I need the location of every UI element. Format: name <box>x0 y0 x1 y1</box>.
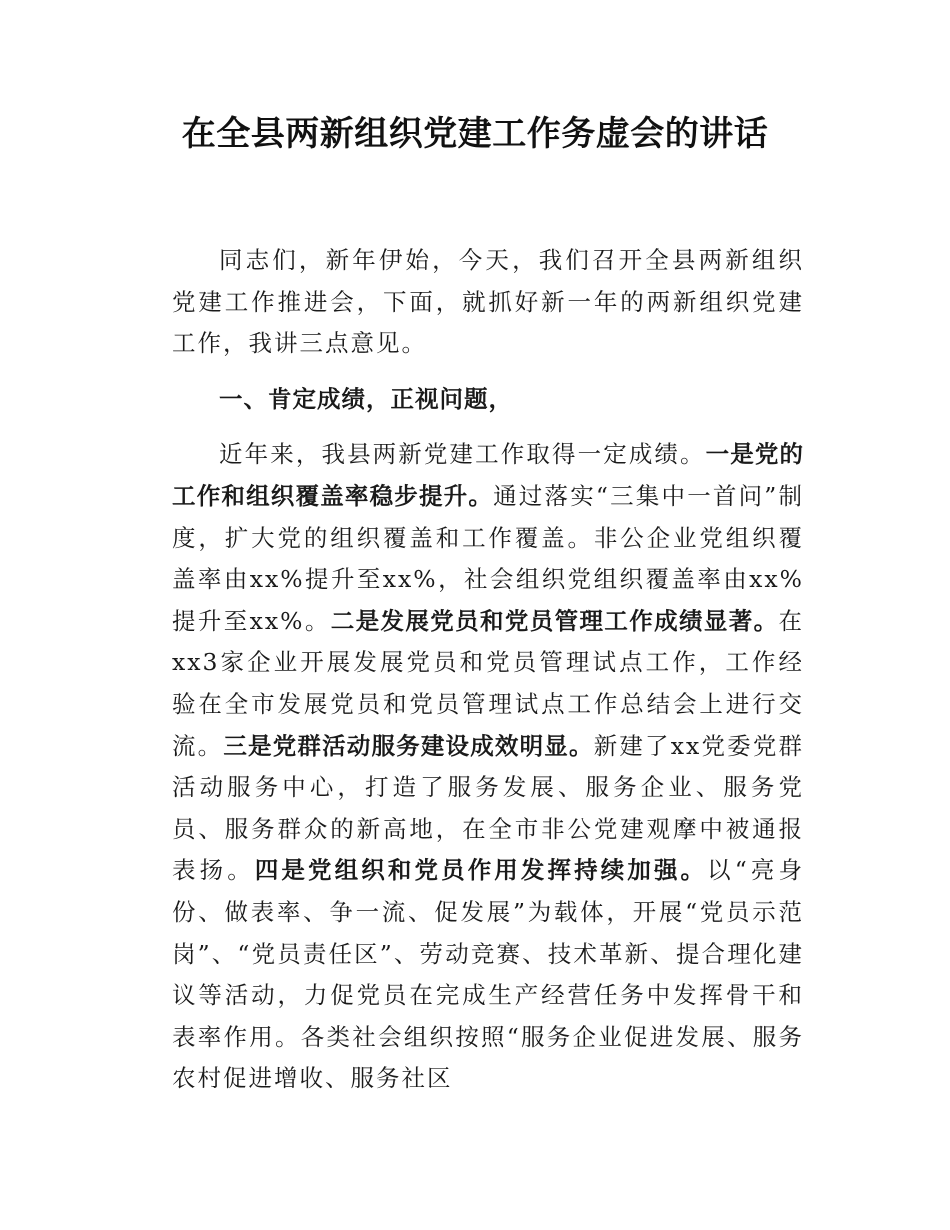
paragraph-lead: 近年来，我县两新党建工作取得一定成绩。 <box>219 440 706 469</box>
section-heading: 一、肯定成绩，正视问题， <box>219 384 513 413</box>
point-1-text: 通过落实“三集中一首问”制度，扩大党的组织覆盖和工作覆盖。非公企业党组织覆盖率由xx%提升至xx%，社会组织党组织覆盖率由xx%提升至xx%。 <box>172 481 805 635</box>
intro-paragraph: 同志们，新年伊始，今天，我们召开全县两新组织党建工作推进会，下面，就抓好新一年的两新组织党建工作，我讲三点意见。 <box>172 246 804 358</box>
point-1-heading: 一是党的工作和组织覆盖率稳步提升。 <box>172 440 805 510</box>
point-3-heading: 三是党群活动服务建设成效明显。 <box>223 731 594 760</box>
document-body <box>172 240 804 1114</box>
achievements-paragraph <box>172 434 804 1100</box>
document-title: 在全县两新组织党建工作务虚会的讲话 <box>181 114 769 154</box>
point-4-heading: 四是党组织和党员作用发挥持续加强。 <box>254 856 708 885</box>
point-3-text: 新建了xx党委党群活动服务中心，打造了服务发展、服务企业、服务党员、服务群众的新高地，在全市非公党建观摩中被通报表扬。 <box>172 731 805 885</box>
point-4-text: 以“亮身份、做表率、争一流、促发展”为载体，开展“党员示范岗”、“党员责任区”、劳动竞赛、技术革新、提合理化建议等活动，力促党员在完成生产经营任务中发挥骨干和表率作用。各类社会组织按照“服务企业促进发展、服务农村促进增收、服务社区 <box>172 856 805 1093</box>
point-2-heading: 二是发展党员和党员管理工作成绩显著。 <box>330 606 779 635</box>
point-2-text: 在xx3家企业开展发展党员和党员管理试点工作，工作经验在全市发展党员和党员管理试点工作总结会上进行交流。 <box>172 606 804 760</box>
